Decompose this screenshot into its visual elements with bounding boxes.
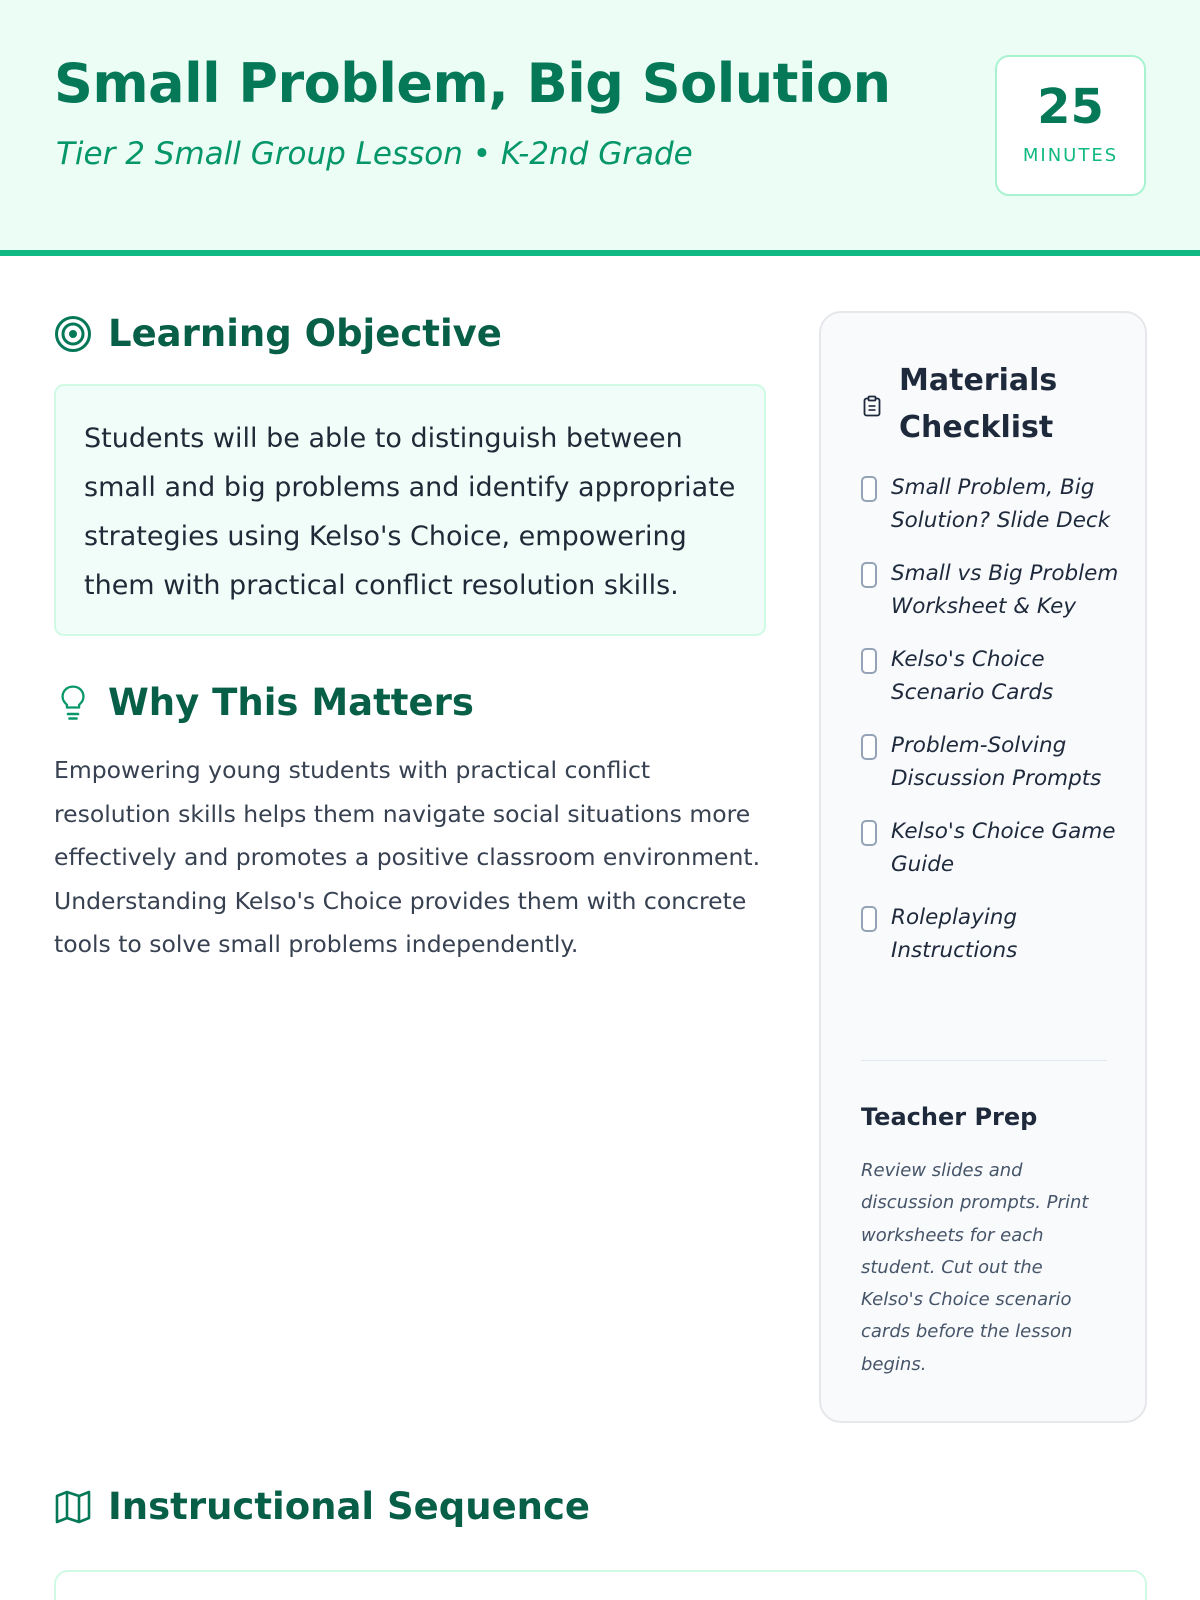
teacher-prep-title: Teacher Prep (861, 1103, 1038, 1131)
sidebar-divider (861, 1060, 1107, 1061)
checklist-label: Small vs Big Problem Worksheet & Key (891, 561, 1119, 619)
checklist-label: Problem-Solving Discussion Prompts (891, 733, 1102, 791)
checkbox[interactable] (861, 906, 877, 932)
materials-sidebar (819, 311, 1147, 1423)
checklist-item[interactable] (861, 643, 1121, 709)
checklist-label: Kelso's Choice Game Guide (891, 819, 1116, 877)
map-icon (54, 1488, 92, 1526)
checkbox[interactable] (861, 820, 877, 846)
teacher-prep-text: Review slides and discussion prompts. Print worksheets for each student. Cut out the Kelso's Choice scenario cards before the lesson begins. (861, 1160, 1089, 1375)
objective-heading (54, 312, 502, 355)
lesson-header (0, 0, 1200, 256)
objective-box (54, 384, 766, 636)
clipboard-icon (861, 395, 883, 417)
lightbulb-icon (54, 684, 92, 722)
checkbox[interactable] (861, 562, 877, 588)
objective-text: Students will be able to distinguish between small and big problems and identify appropriate strategies using Kelso's Choice, empowering them with practical conflict resolution skills. (84, 423, 736, 601)
objective-title: Learning Objective (108, 312, 502, 355)
why-text: Empowering young students with practical conflict resolution skills helps them navigate social situations more effectively and promotes a positive classroom environment. Understanding Kelso's Choice provides them with concrete tools to solve small problems independently. (54, 756, 761, 958)
materials-heading (861, 357, 1145, 451)
lesson-subtitle: Tier 2 Small Group Lesson • K-2nd Grade (56, 136, 693, 172)
checkbox[interactable] (861, 476, 877, 502)
why-title: Why This Matters (108, 681, 474, 724)
duration-value: 25 (1037, 79, 1104, 135)
why-heading (54, 681, 474, 724)
checklist-label: Roleplaying Instructions (891, 905, 1018, 963)
checklist-item[interactable] (861, 901, 1121, 967)
checklist-label: Kelso's Choice Scenario Cards (891, 647, 1054, 705)
target-icon (54, 315, 92, 353)
checklist-item[interactable] (861, 729, 1121, 795)
sequence-card (54, 1570, 1147, 1600)
checklist-label: Small Problem, Big Solution? Slide Deck (891, 475, 1111, 533)
checklist-item[interactable] (861, 471, 1121, 537)
checklist-item[interactable] (861, 557, 1121, 623)
checkbox[interactable] (861, 734, 877, 760)
materials-checklist (861, 471, 1121, 987)
materials-title: Materials Checklist (899, 363, 1058, 445)
duration-badge (995, 55, 1146, 196)
checkbox[interactable] (861, 648, 877, 674)
lesson-title: Small Problem, Big Solution (54, 52, 891, 115)
sequence-heading (54, 1485, 590, 1528)
sequence-title: Instructional Sequence (108, 1485, 591, 1528)
checklist-item[interactable] (861, 815, 1121, 881)
duration-unit: MINUTES (1022, 145, 1119, 166)
